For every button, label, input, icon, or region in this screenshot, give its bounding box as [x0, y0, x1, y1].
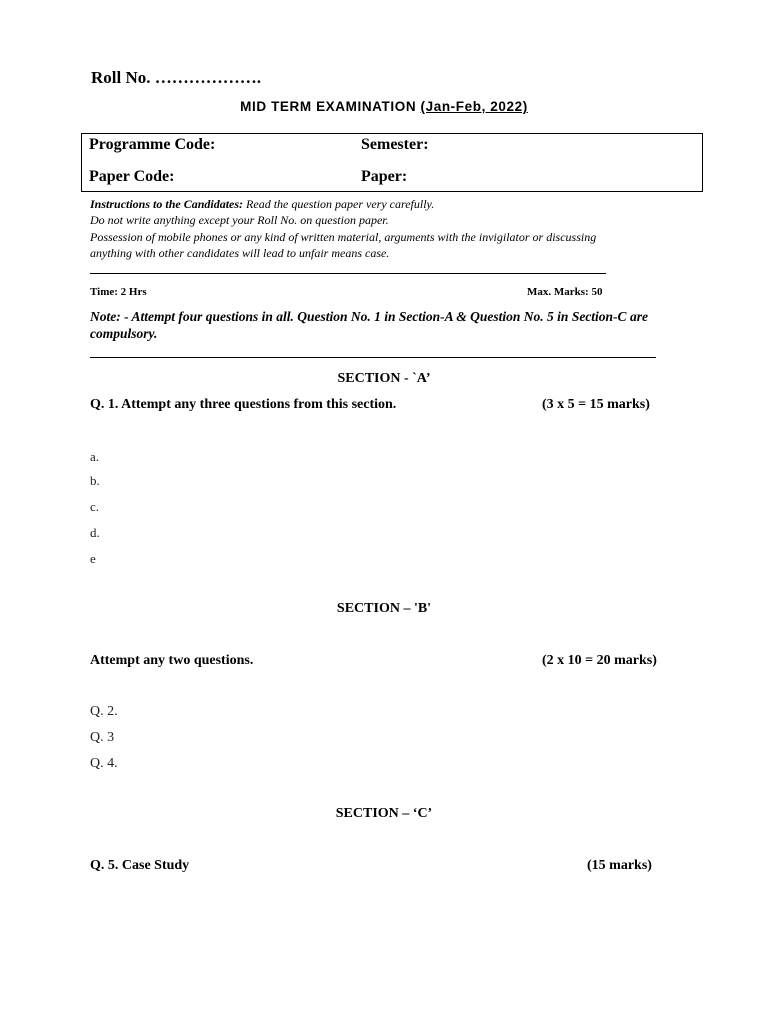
instructions-label: Instructions to the Candidates: [90, 197, 244, 211]
divider-line [90, 273, 606, 274]
exam-title [0, 99, 768, 114]
semester-label: Semester: [361, 136, 429, 153]
divider-line [90, 357, 656, 358]
instructions-line-1 [90, 197, 434, 212]
list-item: d. [90, 525, 100, 540]
instructions-line-4: anything with other candidates will lead to unfair means case. [90, 246, 390, 260]
roll-number: Roll No. ………………. [91, 68, 261, 87]
list-item: Q. 3 [90, 730, 115, 745]
list-item: e [90, 551, 96, 566]
section-a-heading: SECTION - `A’ [337, 371, 431, 386]
list-item: a. [90, 449, 100, 464]
section-b-heading: SECTION – 'B' [336, 601, 432, 616]
paper-label: Paper: [361, 168, 408, 185]
question-5-marks: (15 marks) [587, 858, 652, 873]
instructions-text-1: Read the question paper very carefully. [243, 197, 435, 211]
question-1: Q. 1. Attempt any three questions from this section. [90, 397, 397, 412]
list-item: c. [90, 499, 100, 514]
exam-title-text: MID TERM EXAMINATION [240, 99, 421, 114]
programme-code-label: Programme Code: [89, 136, 216, 153]
list-item: b. [90, 473, 100, 488]
question-1-marks: (3 x 5 = 15 marks) [542, 397, 650, 412]
question-5: Q. 5. Case Study [90, 858, 190, 873]
instructions-line-2: Do not write anything except your Roll No. on question paper. [90, 213, 389, 227]
section-b-marks: (2 x 10 = 20 marks) [542, 653, 657, 668]
instructions-line-3: Possession of mobile phones or any kind of written material, arguments with the invigilator or discussing [90, 230, 597, 244]
list-item: Q. 2. [90, 704, 118, 719]
section-b-question: Attempt any two questions. [90, 653, 254, 668]
time-allowed: Time: 2 Hrs [90, 286, 147, 298]
max-marks: Max. Marks: 50 [527, 286, 603, 298]
section-c-heading: SECTION – ‘C’ [335, 806, 433, 821]
exam-note: Note: - Attempt four questions in all. Question No. 1 in Section-A & Question No. 5 in Section-C are compulsory. [90, 309, 648, 341]
exam-dates: (Jan-Feb, 2022) [420, 99, 528, 114]
paper-code-label: Paper Code: [89, 168, 175, 185]
list-item: Q. 4. [90, 756, 118, 771]
